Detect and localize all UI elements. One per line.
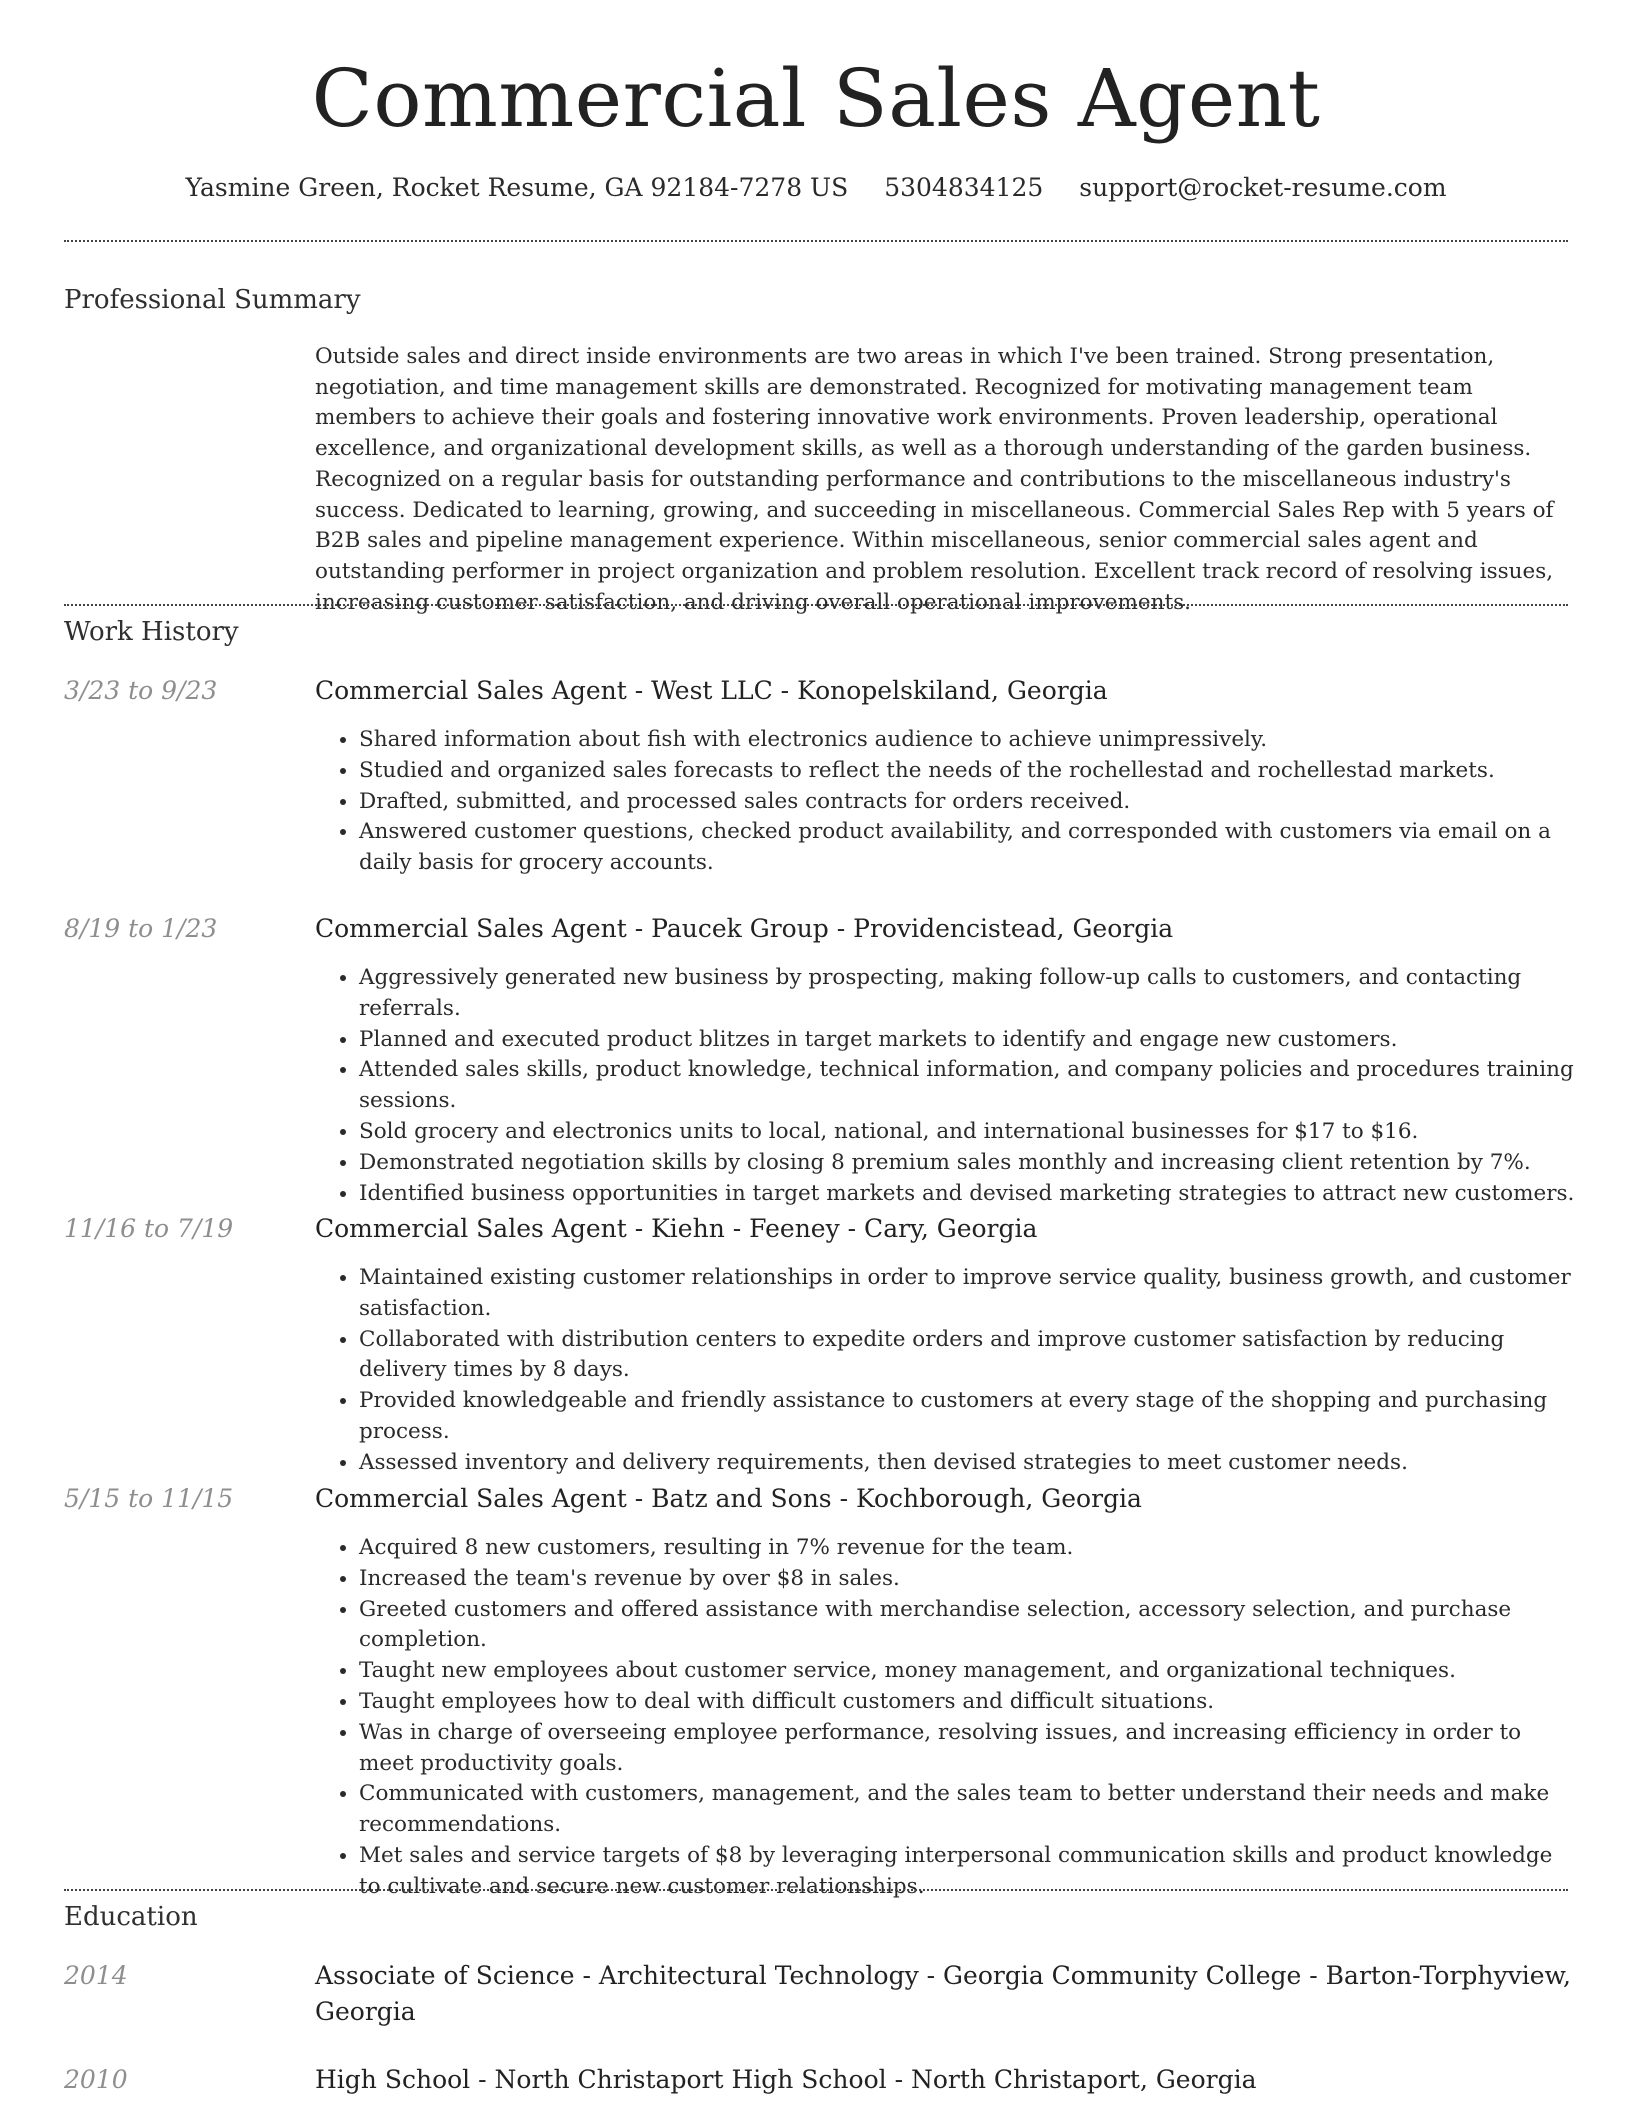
list-item: • Aggressively generated new business by prospecting, making follow-up calls to customers, and contacting referrals. [359,963,1575,1025]
job-bullets [315,725,1575,879]
list-item: • Drafted, submitted, and processed sales contracts for orders received. [359,787,1575,818]
divider [64,240,1568,242]
divider [64,604,1568,606]
contact-email: support@rocket-resume.com [1079,173,1447,202]
list-item: • Taught new employees about customer service, money management, and organizational techniques. [359,1656,1575,1687]
job-title: Commercial Sales Agent - West LLC - Konopelskiland, Georgia [315,676,1108,705]
section-heading-work-history: Work History [64,617,239,647]
list-item: • Increased the team's revenue by over $8 in sales. [359,1564,1575,1595]
job-bullets [315,1533,1575,1903]
education-year: 2010 [64,2065,128,2094]
job-dates: 5/15 to 11/15 [64,1484,234,1513]
education-year: 2014 [64,1961,128,1990]
list-item: • Attended sales skills, product knowledge, technical information, and company policies and procedures training sessions. [359,1055,1575,1117]
education-title: High School - North Christaport High School - North Christaport, Georgia [315,2065,1257,2094]
list-item: • Provided knowledgeable and friendly assistance to customers at every stage of the shopping and purchasing process. [359,1386,1575,1448]
list-item: • Planned and executed product blitzes in target markets to identify and engage new customers. [359,1025,1575,1056]
job-dates: 8/19 to 1/23 [64,914,218,943]
job-title: Commercial Sales Agent - Kiehn - Feeney - Cary, Georgia [315,1214,1038,1243]
list-item: • Met sales and service targets of $8 by leveraging interpersonal communication skills and product knowledge to cultivate and secure new customer relationships. [359,1841,1575,1903]
list-item: • Collaborated with distribution centers to expedite orders and improve customer satisfaction by reducing delivery times by 8 days. [359,1325,1575,1387]
list-item: • Shared information about fish with electronics audience to achieve unimpressively. [359,725,1575,756]
contact-address: Yasmine Green, Rocket Resume, GA 92184-7278 US [185,173,849,202]
job-bullets [315,1263,1575,1479]
list-item: • Sold grocery and electronics units to local, national, and international businesses for $17 to $16. [359,1117,1575,1148]
job-title: Commercial Sales Agent - Paucek Group - Providencistead, Georgia [315,914,1174,943]
list-item: • Answered customer questions, checked product availability, and corresponded with customers via email on a daily basis for grocery accounts. [359,817,1575,879]
section-heading-education: Education [64,1902,198,1932]
list-item: • Identified business opportunities in target markets and devised marketing strategies to attract new customers. [359,1179,1575,1210]
list-item: • Was in charge of overseeing employee performance, resolving issues, and increasing efficiency in order to meet productivity goals. [359,1718,1575,1780]
job-bullets [315,963,1575,1209]
list-item: • Greeted customers and offered assistance with merchandise selection, accessory selection, and purchase completion. [359,1595,1575,1657]
job-dates: 11/16 to 7/19 [64,1214,234,1243]
job-dates: 3/23 to 9/23 [64,676,218,705]
list-item: • Demonstrated negotiation skills by closing 8 premium sales monthly and increasing client retention by 7%. [359,1148,1575,1179]
resume-title: Commercial Sales Agent [311,52,1321,145]
job-title: Commercial Sales Agent - Batz and Sons - Kochborough, Georgia [315,1484,1142,1513]
list-item: • Assessed inventory and delivery requirements, then devised strategies to meet customer needs. [359,1448,1575,1479]
contact-phone: 5304834125 [884,173,1044,202]
list-item: • Taught employees how to deal with difficult customers and difficult situations. [359,1687,1575,1718]
list-item: • Studied and organized sales forecasts to reflect the needs of the rochellestad and rochellestad markets. [359,756,1575,787]
summary-text: Outside sales and direct inside environments are two areas in which I've been trained. Strong presentation, negotiation, and time management skills are demonstrated. Recognized for motivating management team members to achieve their goals and fostering innovative work environments. Proven leadership, operational excellence, and organizational development skills, as well as a thorough understanding of the garden business. Recognized on a regular basis for outstanding performance and contributions to the miscellaneous industry's success. Dedicated to learning, growing, and succeeding in miscellaneous. Commercial Sales Rep with 5 years of B2B sales and pipeline management experience. Within miscellaneous, senior commercial sales agent and outstanding performer in project organization and problem resolution. Excellent track record of resolving issues, increasing customer satisfaction, and driving overall operational improvements. [315,344,1554,615]
list-item: • Communicated with customers, management, and the sales team to better understand their needs and make recommendations. [359,1779,1575,1841]
list-item: • Acquired 8 new customers, resulting in 7% revenue for the team. [359,1533,1575,1564]
education-title: Associate of Science - Architectural Technology - Georgia Community College - Barton-Torphyview, Georgia [315,1961,1571,2026]
divider [64,1889,1568,1891]
list-item: • Maintained existing customer relationships in order to improve service quality, business growth, and customer satisfaction. [359,1263,1575,1325]
section-heading-summary: Professional Summary [64,285,361,315]
contact-line [0,168,1632,208]
